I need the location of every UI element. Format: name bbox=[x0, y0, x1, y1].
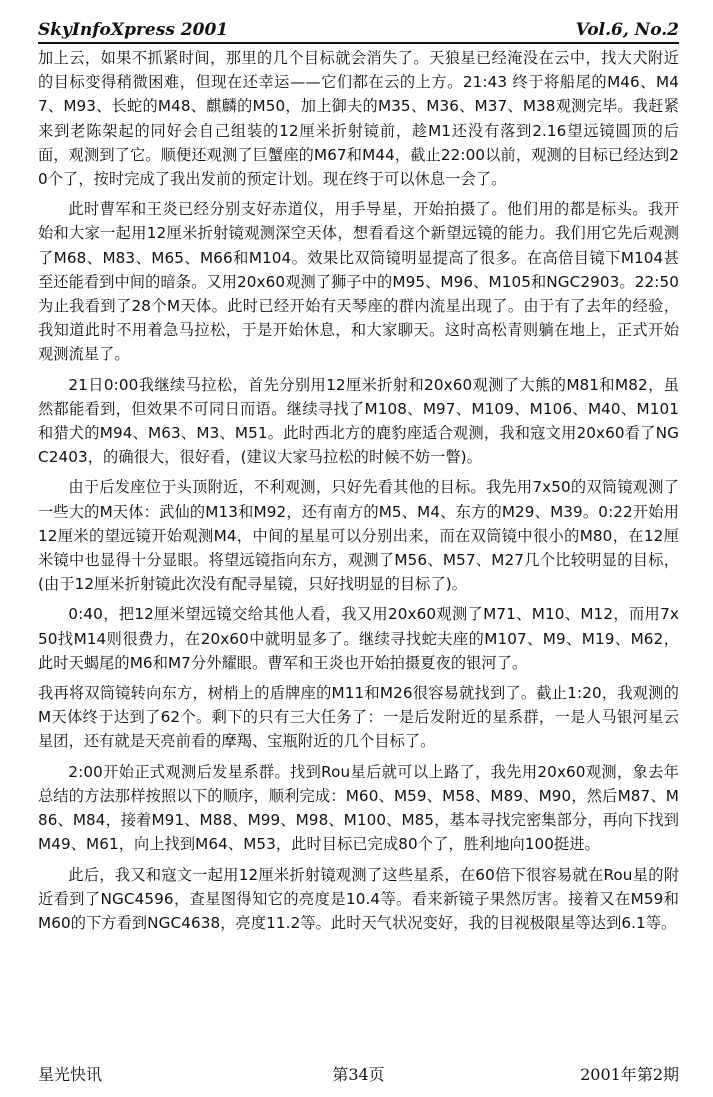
paragraph-2: 此时曹军和王炎已经分别支好赤道仪，用手导星，开始拍摄了。他们用的都是标头。我开始和大家一起用12厘米折射镜观测深空天体，想看看这个新望远镜的能力。我们用它先后观测了M68、M83、M65、M66和M104。效果比双筒镜明显提高了很多。在高倍目镜下M104甚至还能看到中间的暗条。又用20x60观测了狮子中的M95、M96、M105和NGC2903。22:50为止我看到了28个M天体。此时已经开始有天琴座的群内流星出现了。由于有了去年的经验，我知道此时不用着急马拉松，于是开始休息，和大家聊天。这时高松青则躺在地上，正式开始观测流星了。 bbox=[38, 200, 679, 364]
issue-label: 2001年第2期 bbox=[580, 1065, 679, 1084]
paragraph-3: 21日0:00我继续马拉松，首先分别用12厘米折射和20x60观测了大熊的M81和M82，虽然都能看到，但效果不可同日而语。继续寻找了M108、M97、M109、M106、M40、M101和猎犬的M94、M63、M3、M51。此时西北方的鹿豹座适合观测，我和寇文用20x60看了NGC2403，的确很大，很好看，(建议大家马拉松的时候不妨一瞥)。 bbox=[38, 375, 679, 467]
paragraph-8: 此后，我又和寇文一起用12厘米折射镜观测了这些星系，在60倍下很容易就在Rou星的附近看到了NGC4596，查星图得知它的亮度是10.4等。看来新镜子果然厉害。接着又在M59和M60的下方看到NGC4638，亮度11.2等。此时天气状况变好，我的目视极限星等达到6.1等。 bbox=[38, 865, 679, 932]
page-number: 第34页 bbox=[332, 1065, 385, 1084]
page-header bbox=[38, 12, 679, 44]
page-footer bbox=[38, 1064, 679, 1086]
paragraph-6: 我再将双筒镜转向东方，树梢上的盾牌座的M11和M26很容易就找到了。截止1:20，我观测的M天体终于达到了62个。剩下的只有三大任务了：一是后发附近的星系群，一是人马银河星云星团，还有就是天亮前看的摩羯、宝瓶附近的几个目标了。 bbox=[38, 684, 679, 751]
volume-number: Vol.6, No.2 bbox=[575, 20, 679, 40]
journal-name: 星光快讯 bbox=[38, 1065, 103, 1084]
paragraph-7: 2:00开始正式观测后发星系群。找到Rou星后就可以上路了，我先用20x60观测，象去年总结的方法那样按照以下的顺序，顺利完成：M60、M59、M58、M89、M90，然后M87、M86、M84，接着M91、M88、M99、M98、M100、M85，基本寻找完密集部分，再向下找到M49、M61，向上找到M64、M53，此时目标已完成80个了，胜利地向100挺进。 bbox=[38, 762, 679, 854]
paragraph-4: 由于后发座位于头顶附近，不利观测，只好先看其他的目标。我先用7x50的双筒镜观测了一些大的M天体：武仙的M13和M92，还有南方的M5、M4、东方的M29、M39。0:22开始用12厘米的望远镜开始观测M4，中间的星星可以分别出来，而在双筒镜中很小的M80，在12厘米镜中也显得十分显眼。将望远镜指向东方，观测了M56、M57、M27几个比较明显的目标，(由于12厘米折射镜此次没有配寻星镜，只好找明显的目标了)。 bbox=[38, 478, 679, 594]
paragraph-5: 0:40，把12厘米望远镜交给其他人看，我又用20x60观测了M71、M10、M12，而用7x50找M14则很费力，在20x60中就明显多了。继续寻找蛇夫座的M107、M9、M19、M62，此时天蝎尾的M6和M7分外耀眼。曹军和王炎也开始拍摄夏夜的银河了。 bbox=[38, 605, 679, 672]
article-body bbox=[38, 46, 679, 935]
publication-title: SkyInfoXpress 2001 bbox=[38, 20, 229, 40]
paragraph-1: 加上云，如果不抓紧时间，那里的几个目标就会消失了。天狼星已经淹没在云中，找大犬附近的目标变得稍微困难，但现在还幸运——它们都在云的上方。21:43 终于将船尾的M46、M47、M93、长蛇的M48、麒麟的M50，加上御夫的M35、M36、M37、M38观测完毕。我赶紧来到老陈架起的同好会自己组装的12厘米折射镜前，趁M1还没有落到2.16望远镜圆顶的后面，观测到了它。顺便还观测了巨蟹座的M67和M44，截止22:00以前，观测的目标已经达到20个了，按时完成了我出发前的预定计划。现在终于可以休息一会了。 bbox=[38, 49, 679, 189]
